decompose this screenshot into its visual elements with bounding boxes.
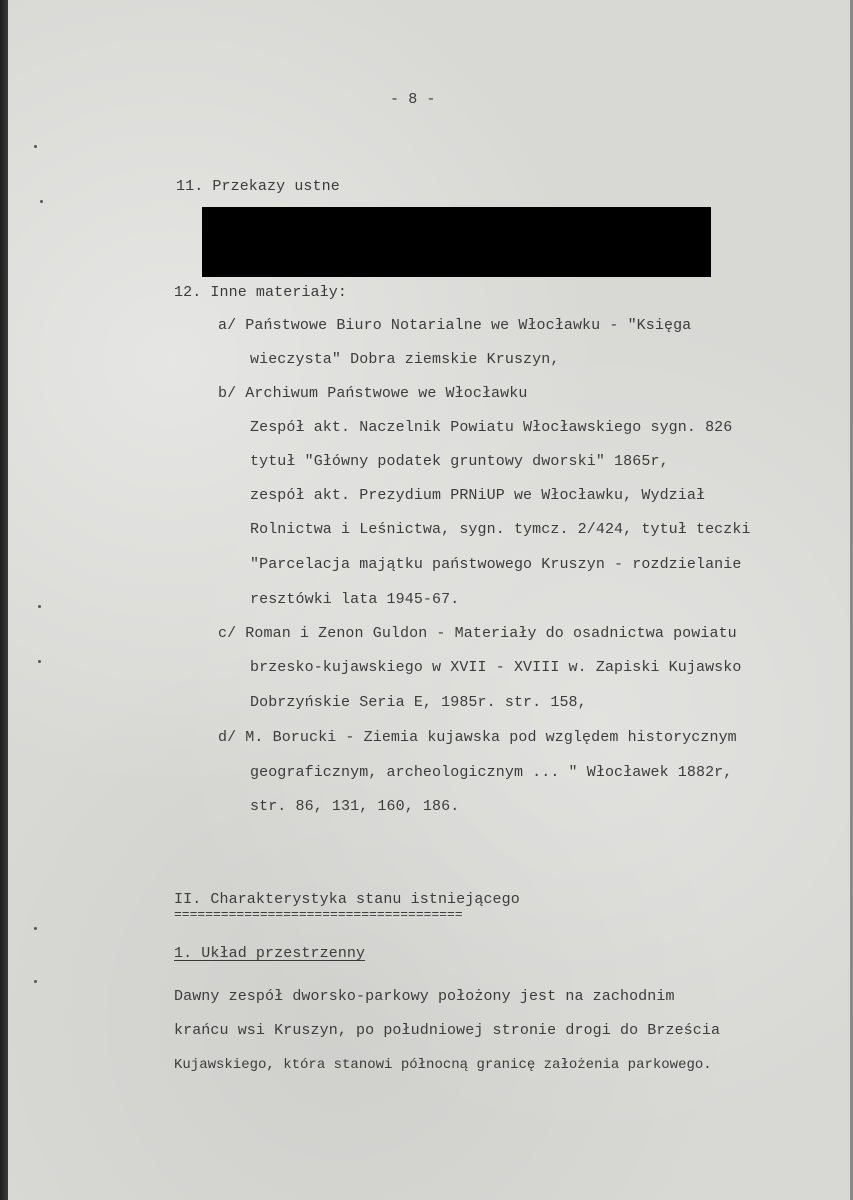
list-item-d-line-3: str. 86, 131, 160, 186. <box>250 798 460 815</box>
section-11-heading: 11. Przekazy ustne <box>176 178 340 195</box>
scan-speck <box>34 980 37 983</box>
list-item-b-line-5: Rolnictwa i Leśnictwa, sygn. tymcz. 2/424, tytuł teczki <box>250 521 751 538</box>
scan-speck <box>34 145 37 148</box>
page-number: - 8 - <box>390 91 436 108</box>
paragraph-line-1: Dawny zespół dworsko-parkowy położony jest na zachodnim <box>174 988 675 1005</box>
list-item-b-line-3: tytuł "Główny podatek gruntowy dworski" 1865r, <box>250 453 669 470</box>
list-item-b-line-7: resztówki lata 1945-67. <box>250 591 460 608</box>
list-item-d-line-1: d/ M. Borucki - Ziemia kujawska pod względem historycznym <box>218 729 737 746</box>
paragraph-line-2: krańcu wsi Kruszyn, po południowej stronie drogi do Brześcia <box>174 1022 721 1039</box>
section-12-heading: 12. Inne materiały: <box>174 284 347 301</box>
scan-speck <box>38 660 41 663</box>
redaction-block <box>202 207 711 277</box>
list-item-a-line-1: a/ Państwowe Biuro Notarialne we Włocławku - "Księga <box>218 317 692 334</box>
paragraph-line-3: Kujawskiego, która stanowi północną granicę założenia parkowego. <box>174 1057 712 1073</box>
subsection-heading: 1. Układ przestrzenny <box>174 945 366 962</box>
list-item-b-line-1: b/ Archiwum Państwowe we Włocławku <box>218 385 528 402</box>
list-item-c-line-1: c/ Roman i Zenon Guldon - Materiały do osadnictwa powiatu <box>218 625 737 642</box>
section-ii-heading: II. Charakterystyka stanu istniejącego <box>174 891 520 908</box>
section-ii-double-rule: ===================================== <box>174 907 463 922</box>
scan-edge-left <box>0 0 8 1200</box>
list-item-b-line-4: zespół akt. Prezydium PRNiUP we Włocławku, Wydział <box>250 487 706 504</box>
list-item-b-line-6: "Parcelacja majątku państwowego Kruszyn - rozdzielanie <box>250 556 742 573</box>
list-item-d-line-2: geograficznym, archeologicznym ... " Włocławek 1882r, <box>250 764 733 781</box>
scan-speck <box>40 200 43 203</box>
list-item-c-line-2: brzesko-kujawskiego w XVII - XVIII w. Zapiski Kujawsko <box>250 659 742 676</box>
list-item-b-line-2: Zespół akt. Naczelnik Powiatu Włocławskiego sygn. 826 <box>250 419 733 436</box>
scan-speck <box>38 605 41 608</box>
scan-speck <box>34 927 37 930</box>
list-item-a-line-2: wieczysta" Dobra ziemskie Kruszyn, <box>250 351 560 368</box>
list-item-c-line-3: Dobrzyńskie Seria E, 1985r. str. 158, <box>250 694 587 711</box>
